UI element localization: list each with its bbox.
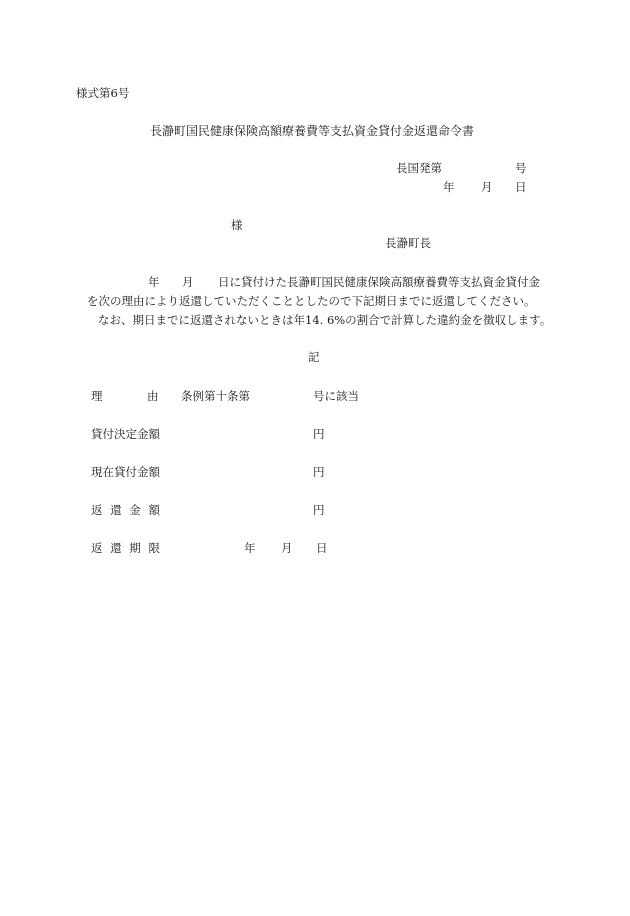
addressee-honorific: 様	[231, 218, 243, 232]
doc-number-prefix: 長国発第	[396, 161, 442, 175]
refund-amount-label: 返 還 金 額	[91, 503, 160, 517]
date-day: 日	[515, 180, 527, 194]
loan-amount-unit: 円	[313, 427, 325, 441]
deadline-year: 年	[244, 541, 256, 555]
body-line-2: を次の理由により返還していただくこととしたので下記期日までに返還してください。	[87, 294, 536, 308]
date-month: 月	[481, 180, 493, 194]
form-number: 様式第6号	[76, 86, 130, 100]
body-line-1: 日に貸付けた長瀞町国民健康保険高額療養費等支払資金貸付金	[218, 275, 540, 289]
deadline-day: 日	[316, 541, 328, 555]
reason-label-2: 由	[147, 389, 159, 403]
body-month: 月	[182, 275, 194, 289]
date-year: 年	[443, 180, 455, 194]
document-title: 長瀞町国民健康保険高額療養費等支払資金貸付金返還命令書	[150, 124, 475, 138]
reason-text: 条例第十条第	[181, 389, 250, 403]
refund-amount-unit: 円	[313, 503, 325, 517]
issuer-name: 長瀞町長	[385, 236, 431, 250]
body-line-3: なお、期日までに返還されないときは年14. 6%の割合で計算した違約金を徴収します。	[98, 313, 552, 327]
ki-heading: 記	[308, 350, 320, 364]
current-amount-label: 現在貸付金額	[91, 465, 160, 479]
deadline-month: 月	[281, 541, 293, 555]
reason-label-1: 理	[91, 389, 103, 403]
body-year: 年	[148, 275, 160, 289]
current-amount-unit: 円	[313, 465, 325, 479]
reason-suffix: 号に該当	[313, 389, 359, 403]
deadline-label: 返 還 期 限	[91, 541, 160, 555]
loan-amount-label: 貸付決定金額	[91, 427, 160, 441]
doc-number-suffix: 号	[515, 161, 527, 175]
